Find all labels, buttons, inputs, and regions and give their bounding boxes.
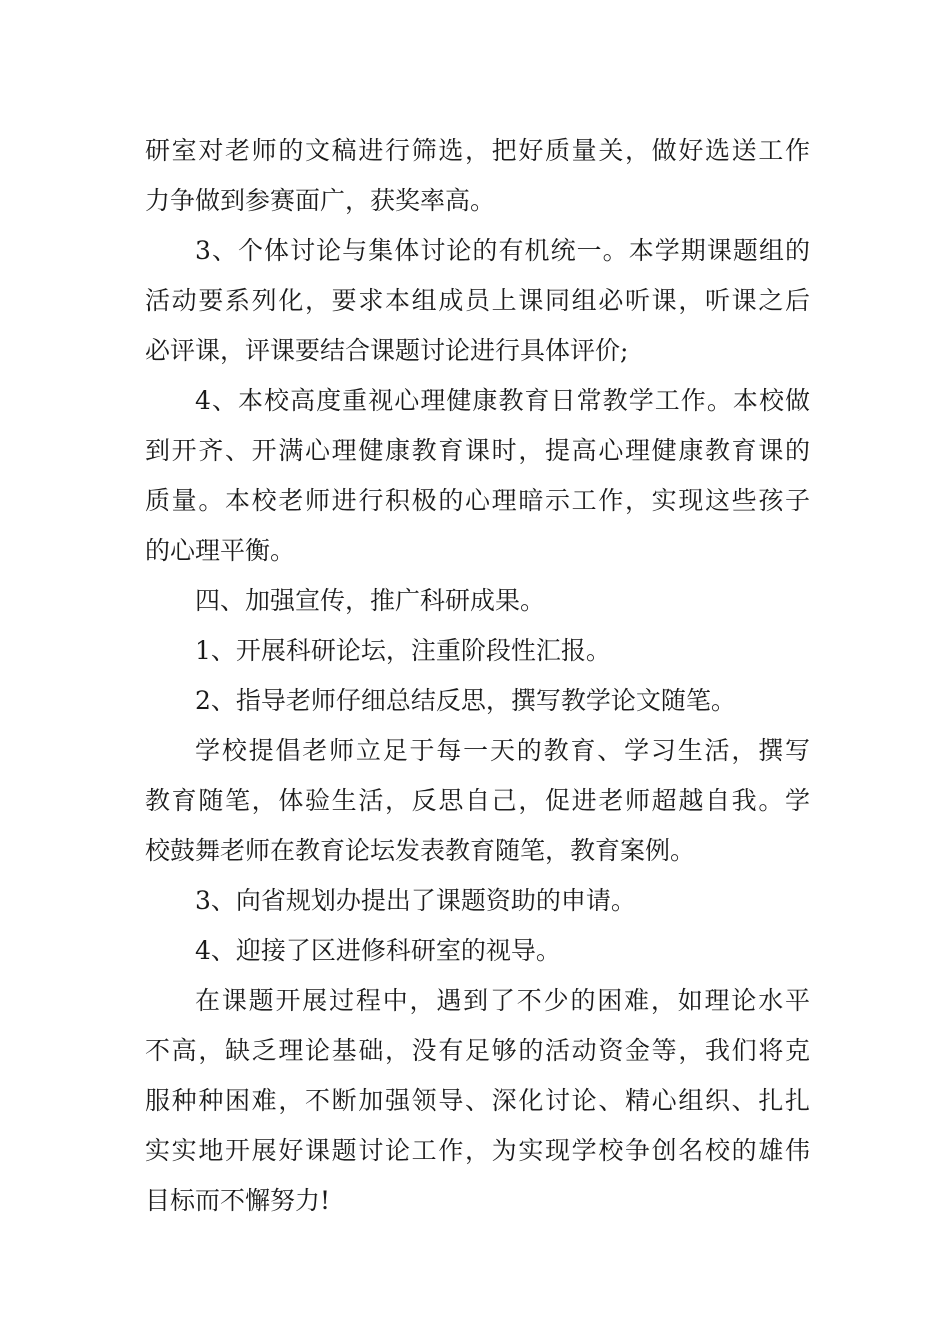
paragraph — [145, 126, 810, 226]
paragraph — [145, 926, 810, 976]
paragraph-line: 3、向省规划办提出了课题资助的申请。 — [195, 886, 636, 915]
paragraph — [145, 226, 810, 376]
paragraph — [145, 376, 810, 576]
paragraph-line: 四、加强宣传，推广科研成果。 — [195, 586, 546, 615]
paragraph — [145, 626, 810, 676]
paragraph-line: 1、开展科研论坛，注重阶段性汇报。 — [195, 636, 611, 665]
paragraph-line: 2、指导老师仔细总结反思，撰写教学论文随笔。 — [195, 686, 736, 715]
paragraph-line: 4、迎接了区进修科研室的视导。 — [195, 936, 561, 965]
paragraph — [145, 676, 810, 726]
paragraph-line: 质量。本校老师进行积极的心理暗示工作，实现这些孩子 — [145, 486, 810, 515]
paragraph-line: 学校提倡老师立足于每一天的教育、学习生活，撰写 — [195, 736, 810, 765]
paragraph-line: 的心理平衡。 — [145, 536, 296, 565]
paragraph-line: 校鼓舞老师在教育论坛发表教育随笔，教育案例。 — [145, 836, 696, 865]
paragraph-line: 实实地开展好课题讨论工作，为实现学校争创名校的雄伟 — [145, 1136, 810, 1165]
paragraph — [145, 726, 810, 876]
paragraph-line: 在课题开展过程中，遇到了不少的困难，如理论水平 — [195, 986, 810, 1015]
paragraph-line: 不高，缺乏理论基础，没有足够的活动资金等，我们将克 — [145, 1036, 810, 1065]
paragraph-line: 服种种困难，不断加强领导、深化讨论、精心组织、扎扎 — [145, 1086, 810, 1115]
paragraph-line: 活动要系列化，要求本组成员上课同组必听课，听课之后 — [145, 286, 810, 315]
paragraph-line: 教育随笔，体验生活，反思自己，促进老师超越自我。学 — [145, 786, 810, 815]
paragraph — [145, 876, 810, 926]
paragraph-line: 力争做到参赛面广，获奖率高。 — [145, 186, 496, 215]
paragraph — [145, 576, 810, 626]
paragraph-line: 目标而不懈努力! — [145, 1186, 331, 1215]
paragraph — [145, 976, 810, 1226]
paragraph-line: 4、本校高度重视心理健康教育日常教学工作。本校做 — [195, 386, 810, 415]
document-body — [145, 126, 810, 1226]
paragraph-line: 到开齐、开满心理健康教育课时，提高心理健康教育课的 — [145, 436, 810, 465]
paragraph-line: 必评课，评课要结合课题讨论进行具体评价; — [145, 336, 629, 365]
paragraph-line: 研室对老师的文稿进行筛选，把好质量关，做好选送工作 — [145, 136, 810, 165]
paragraph-line: 3、个体讨论与集体讨论的有机统一。本学期课题组的 — [195, 236, 810, 265]
